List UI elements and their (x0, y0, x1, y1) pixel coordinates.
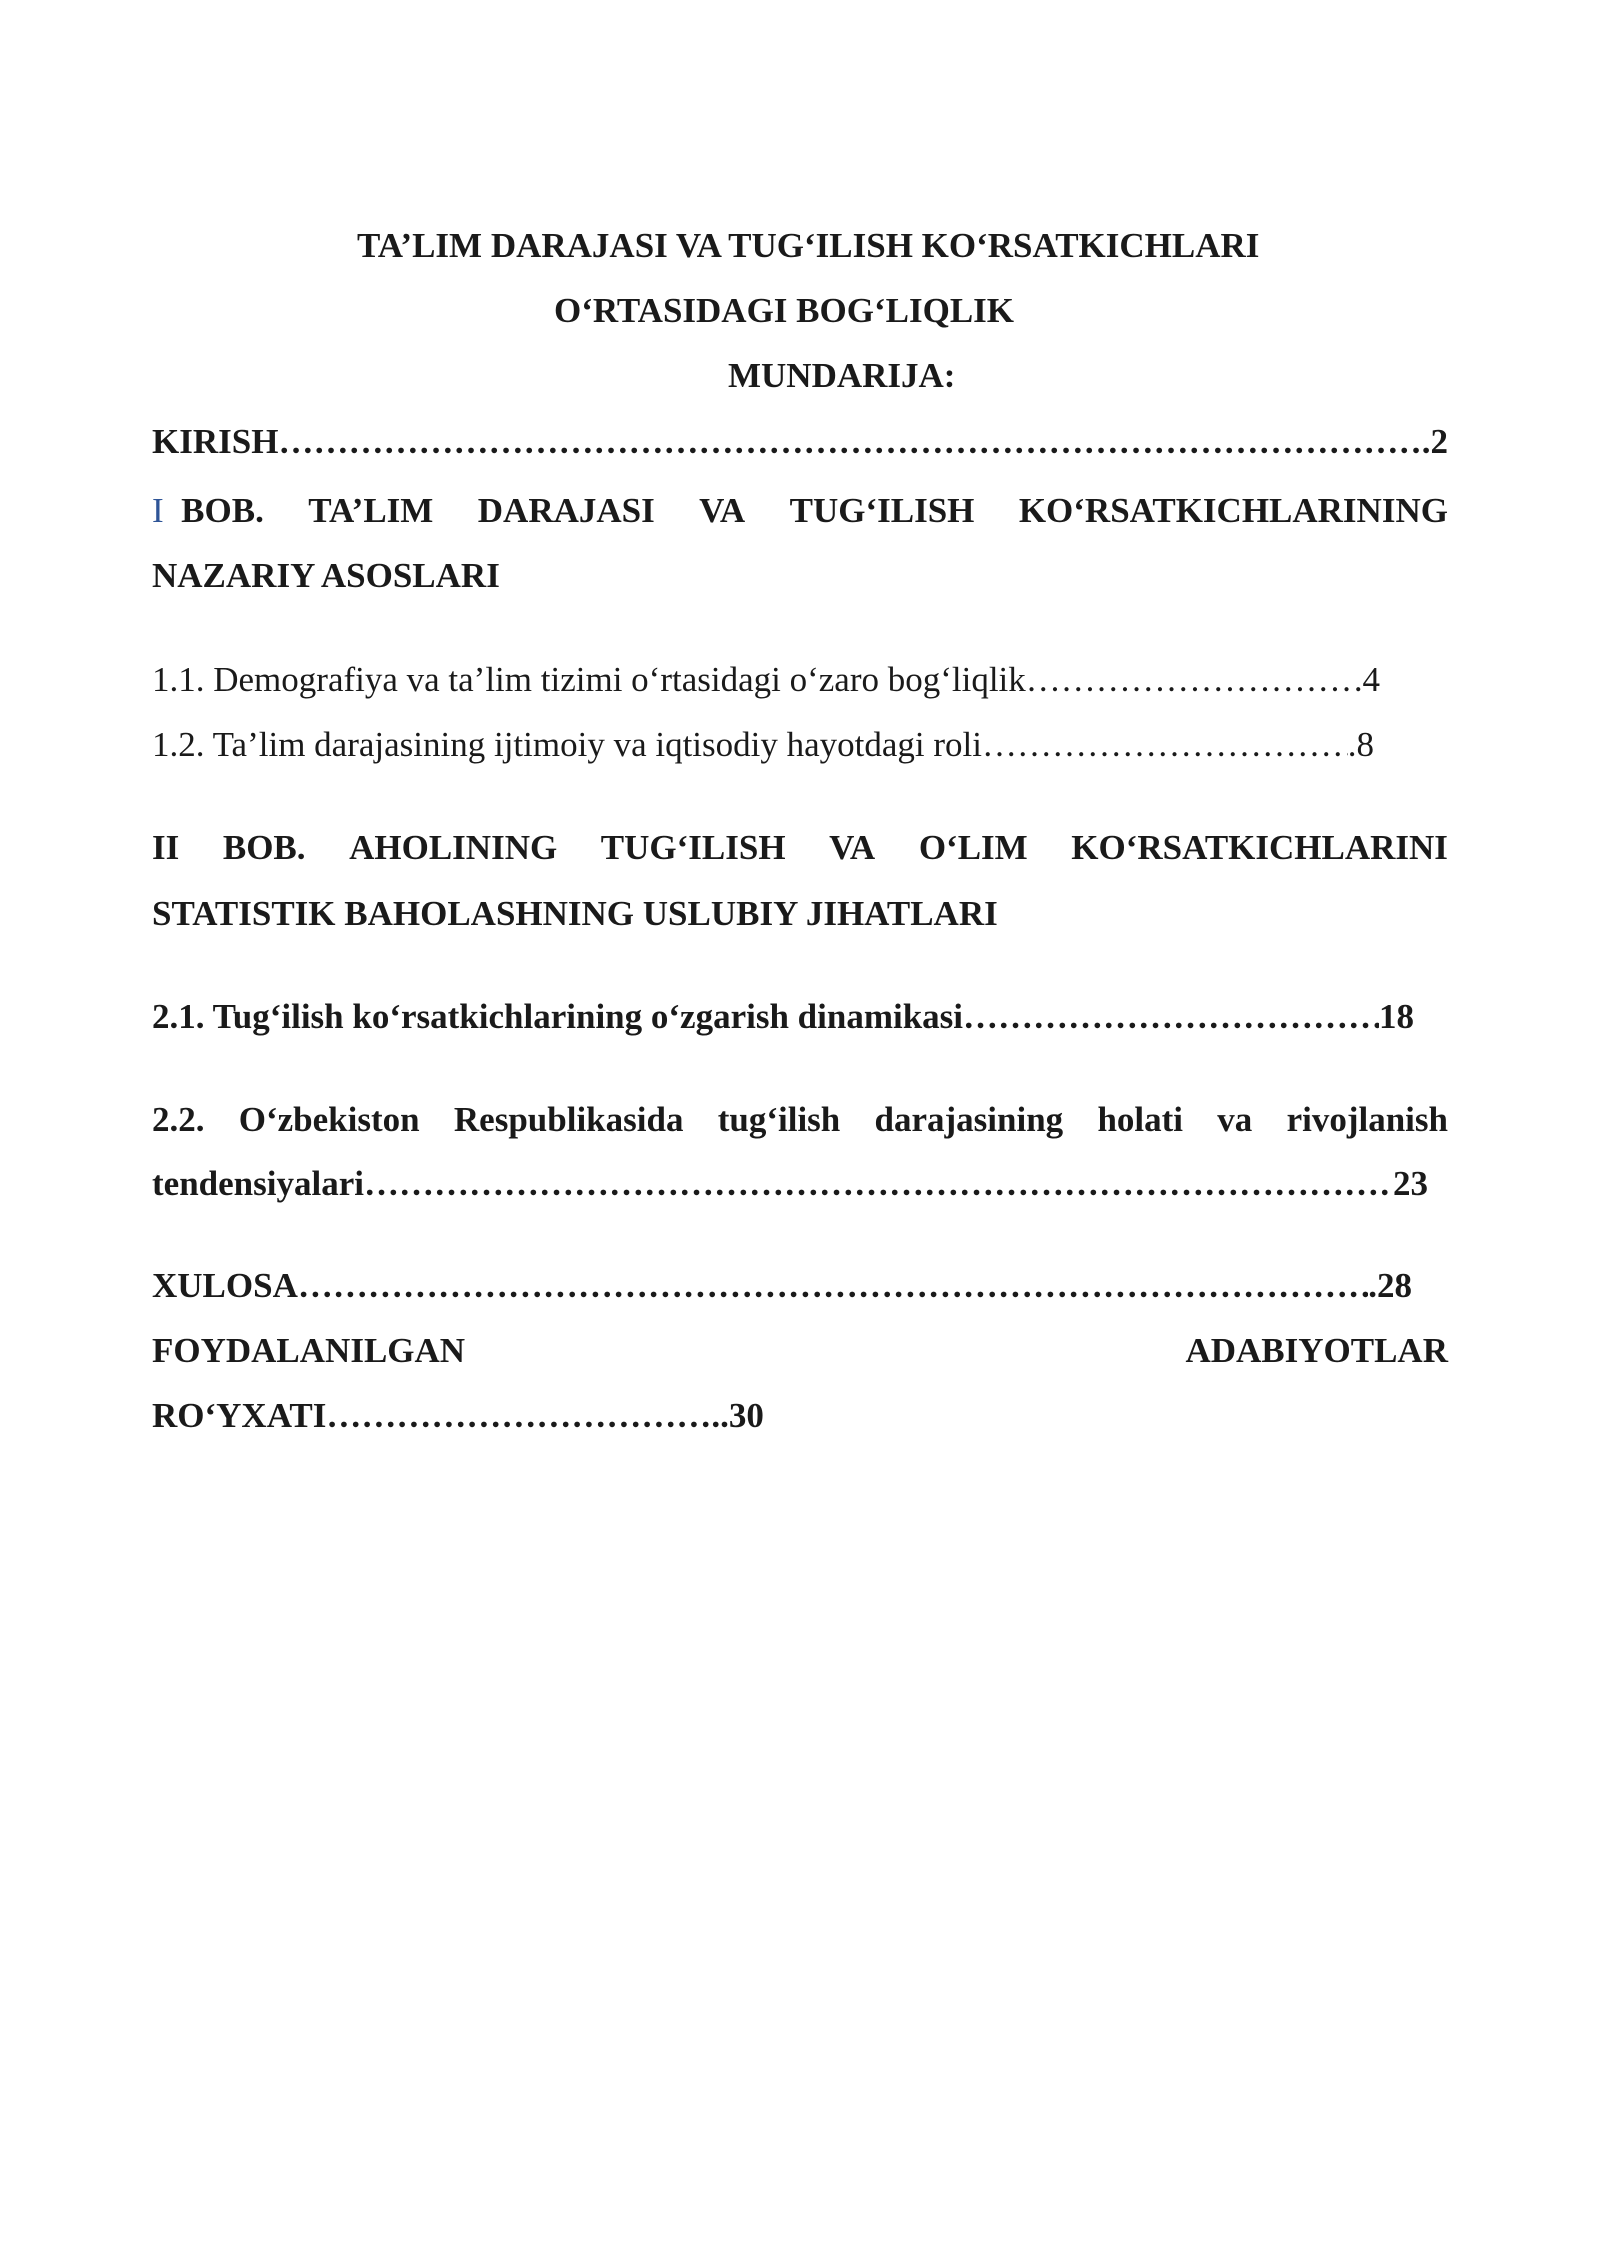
chapter-word: O‘LIM (918, 828, 1028, 867)
toc-entry-2-2-line-1 (152, 1102, 1448, 1137)
toc-leader-dots (963, 999, 1379, 1034)
toc-entry-page: .2 (1421, 422, 1448, 461)
toc-entry-1-2 (152, 727, 1374, 762)
toc-entry-label: RO‘YXATI (152, 1396, 327, 1435)
toc-chapter-2-line-1 (152, 830, 1448, 865)
toc-entry-page: 30 (728, 1396, 764, 1435)
toc-leader-dots (298, 1268, 1368, 1303)
document-title-line-1: TA’LIM DARAJASI VA TUG‘ILISH KO‘RSATKICHLARI (357, 226, 1260, 265)
toc-word: Respublikasida (453, 1100, 684, 1139)
toc-entry-2-2-line-2 (152, 1166, 1428, 1201)
toc-word: O‘zbekiston (238, 1100, 420, 1139)
toc-word: va (1217, 1100, 1253, 1139)
chapter-roman-numeral: I (152, 491, 164, 530)
toc-leader-dots (982, 727, 1348, 762)
toc-word: tug‘ilish (717, 1100, 841, 1139)
toc-entry-label: 2.1. Tug‘ilish ko‘rsatkichlarining o‘zgarish dinamikasi (152, 997, 964, 1036)
toc-word: rivojlanish (1286, 1100, 1448, 1139)
chapter-word: KO‘RSATKICHLARINI (1071, 828, 1448, 867)
chapter-word: BOB. (222, 828, 306, 867)
chapter-word: VA (699, 491, 746, 530)
toc-word: holati (1097, 1100, 1184, 1139)
toc-entry-page: 4 (1362, 660, 1380, 699)
chapter-word: TUG‘ILISH (789, 491, 975, 530)
toc-leader-dots (1026, 662, 1363, 697)
chapter-word: BOB. (181, 491, 264, 530)
contents-heading: MUNDARIJA: (728, 356, 956, 395)
toc-entry-page: 18 (1379, 997, 1414, 1036)
toc-leader-dots (278, 424, 1421, 459)
toc-leader-dots (364, 1166, 1393, 1201)
document-title-line-2: O‘RTASIDAGI BOG‘LIQLIK (554, 291, 1015, 330)
chapter-word: DARAJASI (477, 491, 655, 530)
toc-entry-kirish (152, 424, 1448, 459)
toc-entry-page: 23 (1393, 1164, 1428, 1203)
chapter-word: AHOLINING (349, 828, 558, 867)
toc-entry-label: XULOSA (152, 1266, 298, 1305)
toc-chapter-1-line-2: NAZARIY ASOSLARI (152, 556, 500, 595)
toc-word: ADABIYOTLAR (1185, 1331, 1448, 1370)
toc-entry-label: KIRISH (152, 422, 279, 461)
toc-entry-label: tendensiyalari (152, 1164, 364, 1203)
chapter-word: VA (829, 828, 876, 867)
toc-word: 2.2. (152, 1100, 205, 1139)
toc-entry-page: .28 (1368, 1266, 1412, 1305)
toc-word: darajasining (874, 1100, 1064, 1139)
chapter-word: TA’LIM (308, 491, 434, 530)
toc-chapter-1-line-1 (152, 493, 1448, 528)
toc-entry-2-1 (152, 999, 1414, 1034)
toc-entry-page: .8 (1347, 725, 1374, 764)
chapter-word: II (152, 828, 180, 867)
toc-entry-xulosa (152, 1268, 1412, 1303)
toc-entry-references-line-1 (152, 1333, 1448, 1368)
chapter-word: TUG‘ILISH (600, 828, 786, 867)
toc-leader-dots: …………………………….. (326, 1396, 729, 1435)
toc-entry-label: 1.2. Ta’lim darajasining ijtimoiy va iqtisodiy hayotdagi roli (152, 725, 982, 764)
toc-entry-references-line-2 (152, 1398, 1448, 1433)
toc-word: FOYDALANILGAN (152, 1331, 466, 1370)
toc-chapter-2-line-2: STATISTIK BAHOLASHNING USLUBIY JIHATLARI (152, 894, 998, 933)
chapter-word: KO‘RSATKICHLARINING (1018, 491, 1448, 530)
toc-entry-1-1 (152, 662, 1380, 697)
toc-entry-label: 1.1. Demografiya va ta’lim tizimi o‘rtasidagi o‘zaro bog‘liqlik (152, 660, 1026, 699)
